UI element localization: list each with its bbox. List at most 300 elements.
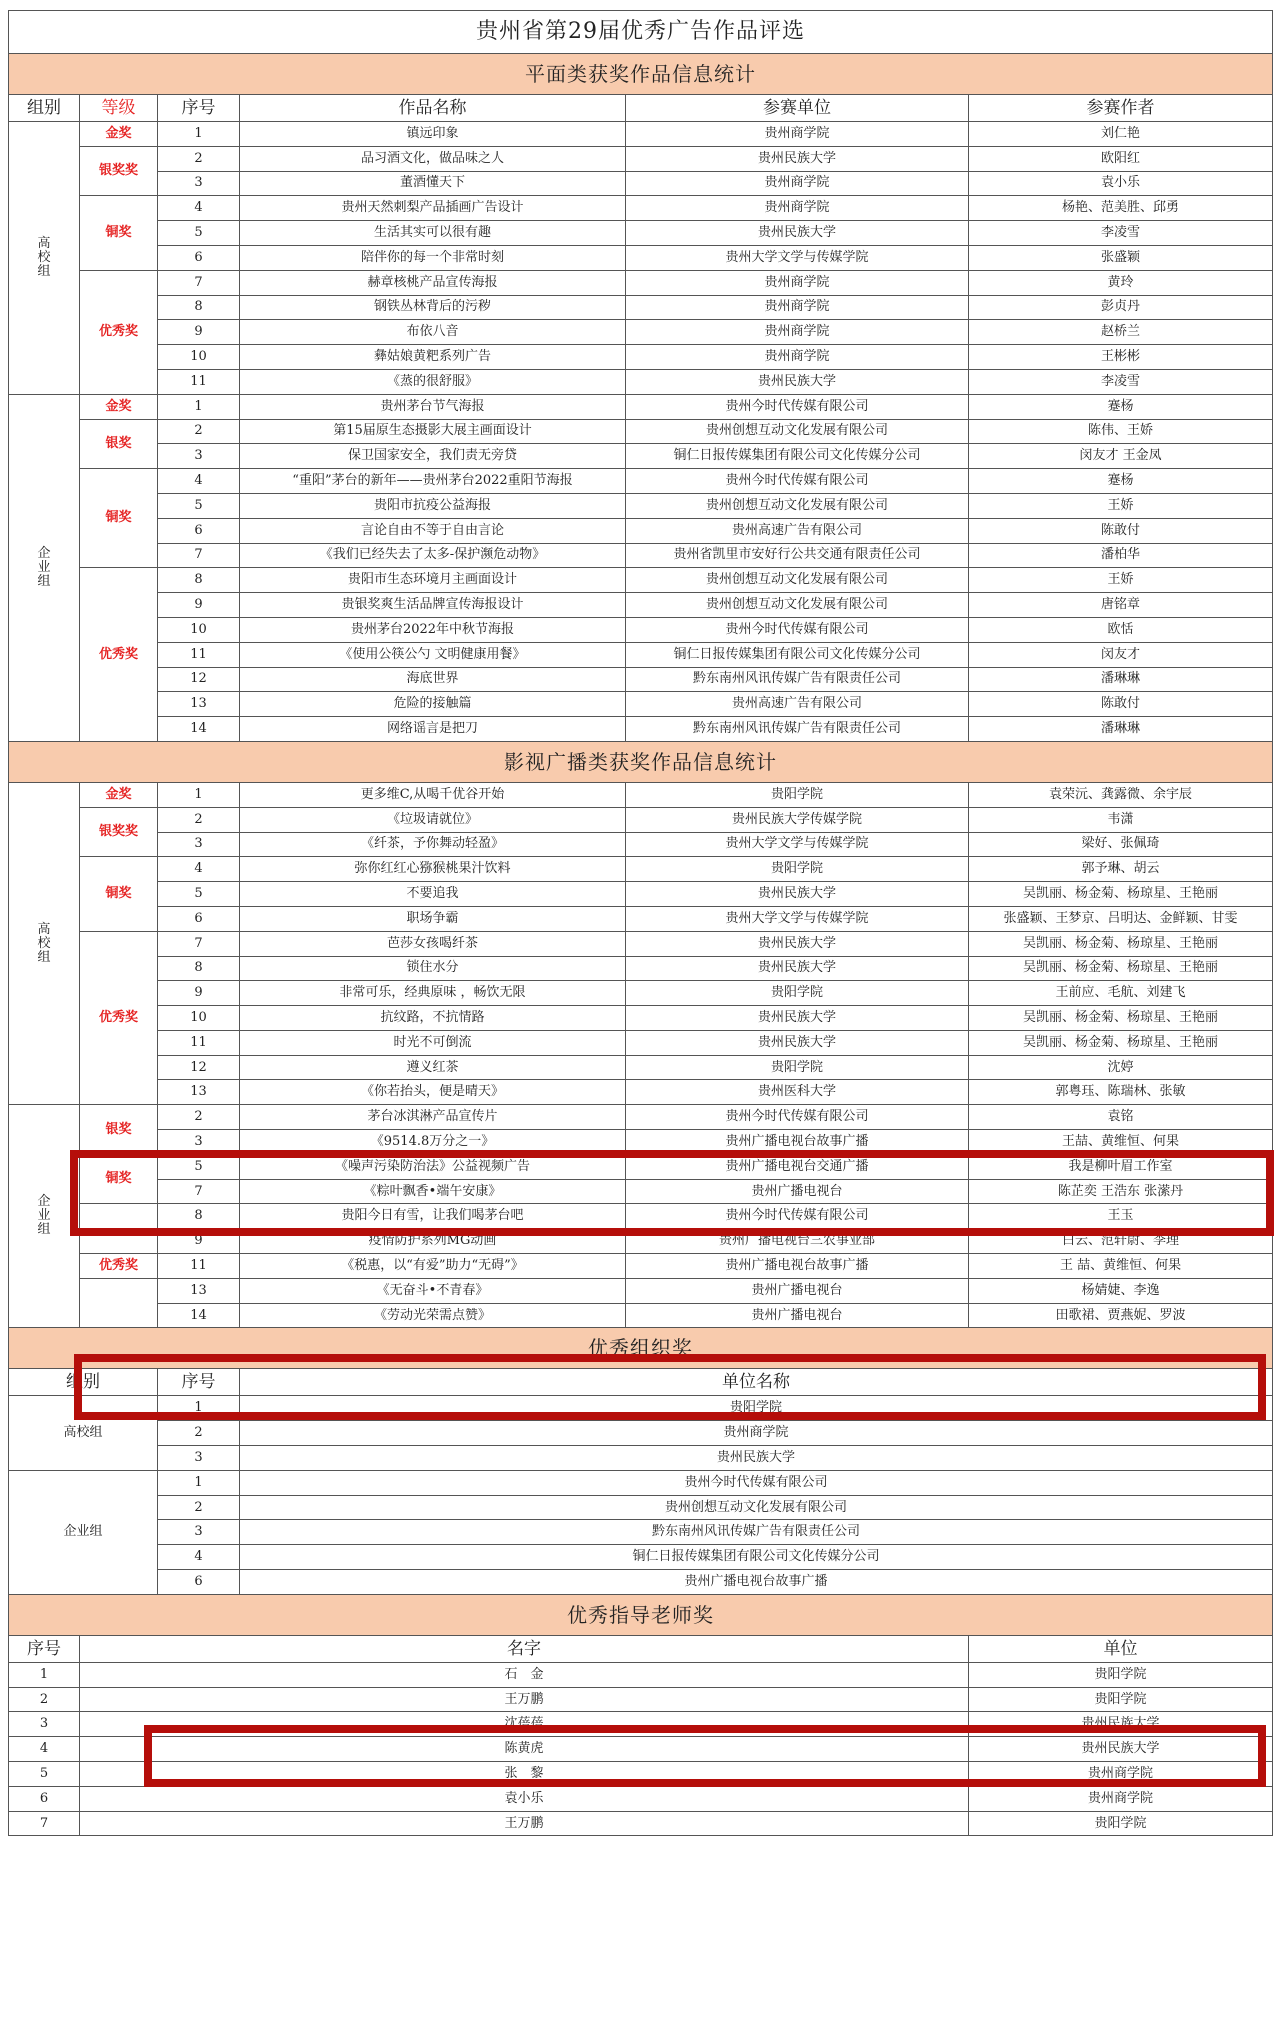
author-name: 陈伟、王娇: [969, 419, 1273, 444]
table-row: [9, 320, 1273, 345]
row-no: 5: [158, 221, 240, 246]
header-no: 序号: [158, 1369, 240, 1396]
group-label: 企业组: [9, 1470, 158, 1594]
unit-name: 贵阳学院: [626, 782, 969, 807]
unit-name: 贵州今时代传媒有限公司: [626, 617, 969, 642]
table-row: [9, 717, 1273, 742]
table-row: [9, 1737, 1273, 1762]
unit-name: 贵州商学院: [969, 1786, 1273, 1811]
section-title-row: [9, 1594, 1273, 1635]
author-name: 王娇: [969, 493, 1273, 518]
table-row: [9, 1811, 1273, 1836]
table-row: [9, 1303, 1273, 1328]
work-name: 赫章核桃产品宣传海报: [240, 270, 626, 295]
row-no: 1: [158, 1396, 240, 1421]
table-row: [9, 1105, 1273, 1130]
work-name: 董酒懂天下: [240, 171, 626, 196]
row-no: 12: [158, 667, 240, 692]
row-no: 13: [158, 692, 240, 717]
header-level: 等级: [80, 95, 158, 122]
section-title-row: [9, 1328, 1273, 1369]
award-level: 优秀奖: [80, 568, 158, 742]
table-row: [9, 1179, 1273, 1204]
work-name: 海底世界: [240, 667, 626, 692]
teacher-name: 张 黎: [80, 1762, 969, 1787]
header-no: 序号: [9, 1635, 80, 1662]
table-row: [9, 956, 1273, 981]
row-no: 13: [158, 1080, 240, 1105]
header-row: [9, 1635, 1273, 1662]
author-name: 黄玲: [969, 270, 1273, 295]
unit-name: 贵阳学院: [626, 857, 969, 882]
table-row: [9, 1080, 1273, 1105]
header-work: 作品名称: [240, 95, 626, 122]
table-row: [9, 906, 1273, 931]
row-no: 11: [158, 642, 240, 667]
author-name: 吴凯丽、杨金菊、杨琼星、王艳丽: [969, 882, 1273, 907]
author-name: 欧恬: [969, 617, 1273, 642]
table-row: [9, 568, 1273, 593]
row-no: 10: [158, 345, 240, 370]
table-row: [9, 1570, 1273, 1595]
table-row: [9, 394, 1273, 419]
row-no: 1: [158, 1470, 240, 1495]
work-name: 《劳动光荣需点赞》: [240, 1303, 626, 1328]
unit-name: 贵阳学院: [626, 1055, 969, 1080]
work-name: 《使用公筷公勺 文明健康用餐》: [240, 642, 626, 667]
unit-name: 贵州民族大学: [969, 1737, 1273, 1762]
work-name: “重阳”茅台的新年——贵州茅台2022重阳节海报: [240, 469, 626, 494]
author-name: 赵桥兰: [969, 320, 1273, 345]
work-name: 贵阳市生态环境月主画面设计: [240, 568, 626, 593]
author-name: 王玉: [969, 1204, 1273, 1229]
work-name: 《粽叶飘香•端午安康》: [240, 1179, 626, 1204]
author-name: 张盛颖: [969, 245, 1273, 270]
author-name: 田歌裙、贾燕妮、罗波: [969, 1303, 1273, 1328]
table-row: [9, 171, 1273, 196]
award-level: 铜奖: [80, 1154, 158, 1204]
author-name: 梁好、张佩琦: [969, 832, 1273, 857]
row-no: 3: [158, 832, 240, 857]
award-level: [80, 1204, 158, 1254]
unit-name: 贵州广播电视台: [626, 1303, 969, 1328]
unit-name: 贵州民族大学: [626, 956, 969, 981]
work-name: 陪伴你的每一个非常时刻: [240, 245, 626, 270]
teacher-name: 陈黄虎: [80, 1737, 969, 1762]
row-no: 9: [158, 1229, 240, 1254]
row-no: 4: [158, 196, 240, 221]
author-name: 李凌雪: [969, 369, 1273, 394]
row-no: 1: [158, 782, 240, 807]
table-row: [9, 1470, 1273, 1495]
unit-name: 贵州商学院: [626, 295, 969, 320]
table-row: [9, 782, 1273, 807]
header-unit: 单位: [969, 1635, 1273, 1662]
unit-name: 贵州今时代传媒有限公司: [626, 1105, 969, 1130]
author-name: 杨婧婕、李逸: [969, 1278, 1273, 1303]
teacher-name: 王万鹏: [80, 1811, 969, 1836]
section-title-row: [9, 741, 1273, 782]
work-name: 茅台冰淇淋产品宣传片: [240, 1105, 626, 1130]
row-no: 1: [158, 394, 240, 419]
row-no: 1: [9, 1662, 80, 1687]
unit-name: 贵州民族大学: [626, 146, 969, 171]
unit-name: 贵阳学院: [969, 1811, 1273, 1836]
author-name: 袁荣沅、龚露微、余宇辰: [969, 782, 1273, 807]
award-level: 金奖: [80, 122, 158, 147]
unit-name: 贵州创想互动文化发展有限公司: [626, 419, 969, 444]
table-row: [9, 807, 1273, 832]
table-row: [9, 1254, 1273, 1279]
row-no: 13: [158, 1278, 240, 1303]
work-name: 贵阳市抗疫公益海报: [240, 493, 626, 518]
table-row: [9, 221, 1273, 246]
header-name: 名字: [80, 1635, 969, 1662]
author-name: 陈芷奕 王浩东 张潆丹: [969, 1179, 1273, 1204]
table-row: [9, 1006, 1273, 1031]
row-no: 1: [158, 122, 240, 147]
unit-name: 贵州创想互动文化发展有限公司: [626, 493, 969, 518]
row-no: 6: [158, 906, 240, 931]
unit-name: 贵州大学文学与传媒学院: [626, 906, 969, 931]
author-name: 王喆、黄维恒、何果: [969, 1130, 1273, 1155]
unit-name: 贵州商学院: [626, 345, 969, 370]
work-name: 《蒸的很舒服》: [240, 369, 626, 394]
unit-name: 贵州今时代传媒有限公司: [626, 1204, 969, 1229]
row-no: 10: [158, 1006, 240, 1031]
author-name: 郭粤珏、陈瑞林、张敏: [969, 1080, 1273, 1105]
award-level: 铜奖: [80, 469, 158, 568]
row-no: 8: [158, 568, 240, 593]
author-name: 潘柏华: [969, 543, 1273, 568]
row-no: 6: [158, 1570, 240, 1595]
author-name: 刘仁艳: [969, 122, 1273, 147]
table-row: [9, 931, 1273, 956]
row-no: 10: [158, 617, 240, 642]
author-name: 袁铭: [969, 1105, 1273, 1130]
table-row: [9, 493, 1273, 518]
award-level: [80, 1278, 158, 1328]
table-row: [9, 270, 1273, 295]
table-row: [9, 1055, 1273, 1080]
group-label: 企 业 组: [9, 1105, 80, 1328]
row-no: 2: [9, 1687, 80, 1712]
header-group: 组别: [9, 95, 80, 122]
work-name: 生活其实可以很有趣: [240, 221, 626, 246]
work-name: 《9514.8万分之一》: [240, 1130, 626, 1155]
work-name: 网络谣言是把刀: [240, 717, 626, 742]
row-no: 7: [158, 543, 240, 568]
unit-name: 贵州创想互动文化发展有限公司: [626, 593, 969, 618]
row-no: 3: [158, 1446, 240, 1471]
section-title-row: [9, 54, 1273, 95]
unit-name: 贵州广播电视台三农事业部: [626, 1229, 969, 1254]
unit-name: 贵州今时代传媒有限公司: [240, 1470, 1273, 1495]
table-row: [9, 1030, 1273, 1055]
section-title: 优秀指导老师奖: [9, 1594, 1273, 1635]
work-name: 贵银奖爽生活品牌宣传海报设计: [240, 593, 626, 618]
teacher-name: 石 金: [80, 1662, 969, 1687]
author-name: 陈敢付: [969, 692, 1273, 717]
author-name: 李凌雪: [969, 221, 1273, 246]
row-no: 3: [158, 1520, 240, 1545]
table-row: [9, 419, 1273, 444]
author-name: 陈敢付: [969, 518, 1273, 543]
unit-name: 贵州民族大学: [626, 369, 969, 394]
row-no: 7: [158, 931, 240, 956]
unit-name: 贵州今时代传媒有限公司: [626, 394, 969, 419]
author-name: 闵友才: [969, 642, 1273, 667]
row-no: 6: [158, 518, 240, 543]
unit-name: 贵州创想互动文化发展有限公司: [240, 1495, 1273, 1520]
work-name: 《我们已经失去了太多-保护濒危动物》: [240, 543, 626, 568]
row-no: 4: [158, 1545, 240, 1570]
unit-name: 贵阳学院: [626, 981, 969, 1006]
row-no: 11: [158, 1254, 240, 1279]
unit-name: 贵州商学院: [626, 171, 969, 196]
row-no: 2: [158, 1495, 240, 1520]
table-row: [9, 1229, 1273, 1254]
author-name: 我是柳叶眉工作室: [969, 1154, 1273, 1179]
work-name: 贵州茅台2022年中秋节海报: [240, 617, 626, 642]
work-name: 《纤茶，予你舞动轻盈》: [240, 832, 626, 857]
author-name: 王前应、毛航、刘建飞: [969, 981, 1273, 1006]
table-row: [9, 1762, 1273, 1787]
table-row: [9, 1520, 1273, 1545]
table-row: [9, 146, 1273, 171]
work-name: 不要追我: [240, 882, 626, 907]
unit-name: 贵州民族大学: [626, 1006, 969, 1031]
unit-name: 贵州商学院: [626, 196, 969, 221]
work-name: 危险的接触篇: [240, 692, 626, 717]
section-title: 平面类获奖作品信息统计: [9, 54, 1273, 95]
table-row: [9, 369, 1273, 394]
award-level: 金奖: [80, 394, 158, 419]
table-row: [9, 692, 1273, 717]
author-name: 潘琳琳: [969, 717, 1273, 742]
header-group: 组别: [9, 1369, 158, 1396]
row-no: 3: [158, 444, 240, 469]
unit-name: 贵州商学院: [626, 320, 969, 345]
table-row: [9, 122, 1273, 147]
author-name: 袁小乐: [969, 171, 1273, 196]
title-row: [9, 11, 1273, 54]
header-no: 序号: [158, 95, 240, 122]
row-no: 11: [158, 369, 240, 394]
work-name: 贵州天然刺梨产品插画广告设计: [240, 196, 626, 221]
award-level: 优秀奖: [80, 931, 158, 1105]
unit-name: 贵阳学院: [969, 1662, 1273, 1687]
work-name: 《噪声污染防治法》公益视频广告: [240, 1154, 626, 1179]
section-title: 优秀组织奖: [9, 1328, 1273, 1369]
table-row: [9, 1687, 1273, 1712]
header-unit: 单位名称: [240, 1369, 1273, 1396]
work-name: 贵州茅台节气海报: [240, 394, 626, 419]
table-row: [9, 1545, 1273, 1570]
work-name: 芭莎女孩喝纤茶: [240, 931, 626, 956]
work-name: 锁住水分: [240, 956, 626, 981]
row-no: 7: [158, 1179, 240, 1204]
work-name: 弥你红红心猕猴桃果汁饮料: [240, 857, 626, 882]
work-name: 钢铁丛林背后的污秽: [240, 295, 626, 320]
row-no: 9: [158, 320, 240, 345]
table-row: [9, 642, 1273, 667]
author-name: 白云、范轩尉、李理: [969, 1229, 1273, 1254]
author-name: 潘琳琳: [969, 667, 1273, 692]
row-no: 7: [158, 270, 240, 295]
unit-name: 黔东南州风讯传媒广告有限责任公司: [626, 667, 969, 692]
unit-name: 铜仁日报传媒集团有限公司文化传媒分公司: [626, 444, 969, 469]
row-no: 14: [158, 717, 240, 742]
teacher-name: 王万鹏: [80, 1687, 969, 1712]
table-row: [9, 196, 1273, 221]
author-name: 蹇杨: [969, 394, 1273, 419]
row-no: 2: [158, 1105, 240, 1130]
unit-name: 贵州广播电视台交通广播: [626, 1154, 969, 1179]
awards-table: [8, 10, 1273, 1836]
unit-name: 贵州创想互动文化发展有限公司: [626, 568, 969, 593]
row-no: 4: [158, 469, 240, 494]
table-row: [9, 981, 1273, 1006]
teacher-name: 沈蓓蓓: [80, 1712, 969, 1737]
table-row: [9, 543, 1273, 568]
row-no: 14: [158, 1303, 240, 1328]
unit-name: 贵州商学院: [969, 1762, 1273, 1787]
row-no: 7: [9, 1811, 80, 1836]
work-name: 疫情防护系列MG动画: [240, 1229, 626, 1254]
unit-name: 贵州高速广告有限公司: [626, 518, 969, 543]
work-name: 《垃圾请就位》: [240, 807, 626, 832]
table-row: [9, 1396, 1273, 1421]
author-name: 吴凯丽、杨金菊、杨琼星、王艳丽: [969, 1030, 1273, 1055]
work-name: 贵阳今日有雪，让我们喝茅台吧: [240, 1204, 626, 1229]
unit-name: 贵州民族大学传媒学院: [626, 807, 969, 832]
table-row: [9, 1154, 1273, 1179]
author-name: 杨艳、范美胜、邱勇: [969, 196, 1273, 221]
author-name: 吴凯丽、杨金菊、杨琼星、王艳丽: [969, 956, 1273, 981]
row-no: 3: [158, 171, 240, 196]
unit-name: 贵阳学院: [969, 1687, 1273, 1712]
work-name: 《税惠，以“有爱”助力“无碍”》: [240, 1254, 626, 1279]
work-name: 遵义红茶: [240, 1055, 626, 1080]
row-no: 8: [158, 1204, 240, 1229]
author-name: 王彬彬: [969, 345, 1273, 370]
unit-name: 贵州广播电视台故事广播: [240, 1570, 1273, 1595]
table-row: [9, 1130, 1273, 1155]
table-row: [9, 1495, 1273, 1520]
work-name: 彝姑娘黄粑系列广告: [240, 345, 626, 370]
author-name: 吴凯丽、杨金菊、杨琼星、王艳丽: [969, 1006, 1273, 1031]
table-row: [9, 1278, 1273, 1303]
table-row: [9, 1421, 1273, 1446]
header-unit: 参赛单位: [626, 95, 969, 122]
work-name: 更多维C,从喝千优谷开始: [240, 782, 626, 807]
unit-name: 黔东南州风讯传媒广告有限责任公司: [240, 1520, 1273, 1545]
award-level: 银奖: [80, 1105, 158, 1155]
table-row: [9, 518, 1273, 543]
author-name: 王娇: [969, 568, 1273, 593]
author-name: 彭贞丹: [969, 295, 1273, 320]
work-name: 职场争霸: [240, 906, 626, 931]
table-row: [9, 295, 1273, 320]
author-name: 韦潇: [969, 807, 1273, 832]
table-row: [9, 245, 1273, 270]
unit-name: 贵州商学院: [240, 1421, 1273, 1446]
row-no: 5: [158, 882, 240, 907]
work-name: 非常可乐，经典原味 ，畅饮无限: [240, 981, 626, 1006]
author-name: 沈婷: [969, 1055, 1273, 1080]
author-name: 唐铭章: [969, 593, 1273, 618]
row-no: 3: [158, 1130, 240, 1155]
table-row: [9, 1712, 1273, 1737]
author-name: 欧阳红: [969, 146, 1273, 171]
author-name: 吴凯丽、杨金菊、杨琼星、王艳丽: [969, 931, 1273, 956]
unit-name: 贵州商学院: [626, 270, 969, 295]
unit-name: 贵州商学院: [626, 122, 969, 147]
award-level: 优秀奖: [80, 270, 158, 394]
unit-name: 贵州民族大学: [240, 1446, 1273, 1471]
author-name: 张盛颖、王梦京、吕明达、金鲜颖、甘雯: [969, 906, 1273, 931]
row-no: 6: [158, 245, 240, 270]
unit-name: 贵州广播电视台故事广播: [626, 1130, 969, 1155]
unit-name: 贵州广播电视台: [626, 1179, 969, 1204]
unit-name: 贵州民族大学: [969, 1712, 1273, 1737]
work-name: 保卫国家安全，我们责无旁贷: [240, 444, 626, 469]
work-name: 抗纹路，不抗情路: [240, 1006, 626, 1031]
unit-name: 贵州民族大学: [626, 221, 969, 246]
group-label: 高校组: [9, 1396, 158, 1470]
table-row: [9, 882, 1273, 907]
unit-name: 贵州今时代传媒有限公司: [626, 469, 969, 494]
unit-name: 贵州广播电视台故事广播: [626, 1254, 969, 1279]
author-name: 闵友才 王金凤: [969, 444, 1273, 469]
row-no: 6: [9, 1786, 80, 1811]
header-row: [9, 1369, 1273, 1396]
row-no: 5: [158, 1154, 240, 1179]
row-no: 11: [158, 1030, 240, 1055]
award-level: 银奖: [80, 419, 158, 469]
work-name: 品习酒文化，做品味之人: [240, 146, 626, 171]
table-row: [9, 832, 1273, 857]
group-label: 高 校 组: [9, 122, 80, 395]
unit-name: 黔东南州风讯传媒广告有限责任公司: [626, 717, 969, 742]
unit-name: 贵州高速广告有限公司: [626, 692, 969, 717]
table-row: [9, 1662, 1273, 1687]
row-no: 8: [158, 956, 240, 981]
group-label: 企 业 组: [9, 394, 80, 741]
table-row: [9, 444, 1273, 469]
table-row: [9, 857, 1273, 882]
unit-name: 贵州广播电视台: [626, 1278, 969, 1303]
row-no: 2: [158, 807, 240, 832]
row-no: 2: [158, 146, 240, 171]
unit-name: 贵州民族大学: [626, 1030, 969, 1055]
award-level: 银奖奖: [80, 807, 158, 857]
row-no: 5: [9, 1762, 80, 1787]
unit-name: 贵州省凯里市安好行公共交通有限责任公司: [626, 543, 969, 568]
section-title: 影视广播类获奖作品信息统计: [9, 741, 1273, 782]
author-name: 王 喆、黄维恒、何果: [969, 1254, 1273, 1279]
unit-name: 贵阳学院: [240, 1396, 1273, 1421]
work-name: 言论自由不等于自由言论: [240, 518, 626, 543]
table-row: [9, 593, 1273, 618]
unit-name: 铜仁日报传媒集团有限公司文化传媒分公司: [626, 642, 969, 667]
author-name: 蹇杨: [969, 469, 1273, 494]
table-row: [9, 1786, 1273, 1811]
group-label: 高 校 组: [9, 782, 80, 1104]
table-row: [9, 1204, 1273, 1229]
row-no: 3: [9, 1712, 80, 1737]
